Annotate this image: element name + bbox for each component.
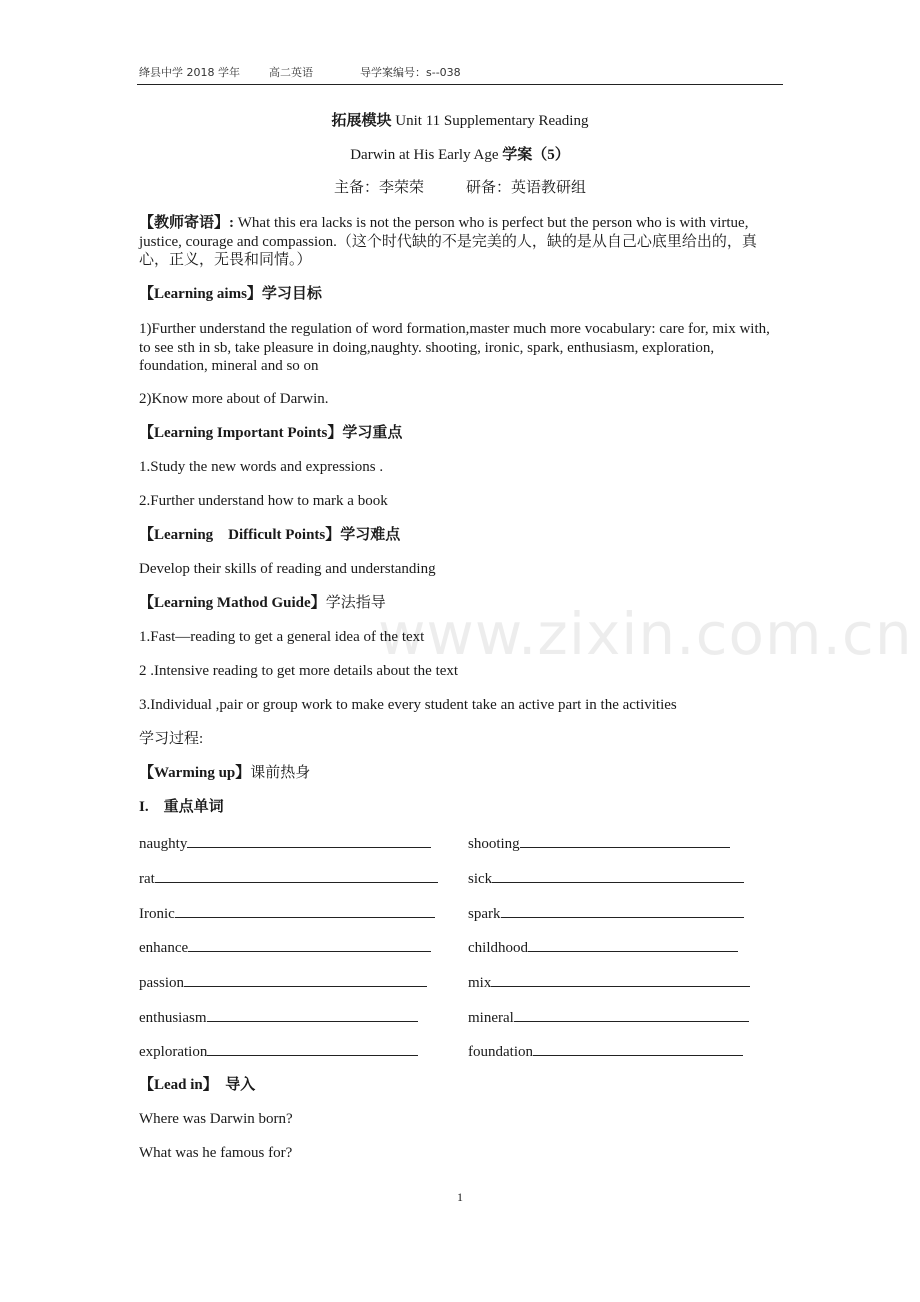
important-item-2: 2.Further understand how to mark a book bbox=[139, 493, 388, 509]
vocab-item bbox=[139, 868, 438, 889]
leadin-heading: 【Lead in】 导入 bbox=[139, 1077, 256, 1093]
vocab-word: sick bbox=[468, 871, 493, 887]
aims-item-2: 2)Know more about of Darwin. bbox=[139, 391, 329, 407]
header-code: 导学案编号：s--038 bbox=[360, 66, 461, 79]
answer-blank[interactable] bbox=[533, 1041, 743, 1056]
answer-blank[interactable] bbox=[520, 833, 730, 848]
vocab-item bbox=[139, 937, 431, 958]
warmup-heading-rest: 课前热身 bbox=[250, 765, 311, 781]
difficult-heading: 【Learning Difficult Points】学习难点 bbox=[139, 527, 401, 543]
answer-blank[interactable] bbox=[175, 903, 435, 918]
important-heading: 【Learning Important Points】学习重点 bbox=[139, 425, 403, 441]
title-line-2 bbox=[0, 146, 920, 165]
vocab-item bbox=[468, 903, 744, 924]
answer-blank[interactable] bbox=[501, 903, 744, 918]
vocab-item bbox=[468, 833, 730, 854]
answer-blank[interactable] bbox=[207, 1041, 418, 1056]
warmup-heading bbox=[139, 764, 310, 783]
title-module: 拓展模块 bbox=[331, 113, 392, 129]
warmup-heading-bold: 【Warming up】 bbox=[139, 765, 251, 781]
teacher-message-text: What this era lacks is not the person who is perfect but the person who is with virtue, justice, courage and compassion.（这个时代缺的不是完美的人，缺的是从自己心底里给出的，真心，正义，无畏和同情。） bbox=[139, 215, 757, 268]
aims-heading: 【Learning aims】学习目标 bbox=[139, 286, 322, 302]
title-unit: Unit 11 Supplementary Reading bbox=[391, 113, 589, 129]
title-plan-number: 学案（5） bbox=[502, 147, 570, 163]
leadin-question-1: Where was Darwin born? bbox=[139, 1111, 293, 1127]
vocab-heading: I. 重点单词 bbox=[139, 799, 224, 815]
vocab-word: enthusiasm bbox=[139, 1010, 207, 1026]
vocab-word: rat bbox=[139, 871, 155, 887]
watermark: www.zixin.com.cn bbox=[378, 600, 913, 668]
teacher-message-label: 【教师寄语】: bbox=[139, 215, 234, 231]
vocab-word: shooting bbox=[468, 836, 520, 852]
header-subject: 高二英语 bbox=[269, 66, 313, 79]
vocab-item bbox=[468, 1007, 749, 1028]
vocab-word: enhance bbox=[139, 940, 189, 956]
aims-item-1: 1)Further understand the regulation of word formation,master much more vocabulary: care for, mix with, to see sth in sb, take pleasure in doing,naughty. shooting, ironic, spark, enthusiasm, exploration, foundation, mineral and so on bbox=[139, 321, 770, 374]
vocab-item bbox=[139, 1041, 418, 1062]
page-number: 1 bbox=[457, 1190, 463, 1204]
vocab-word: mix bbox=[468, 975, 492, 991]
page-header bbox=[139, 64, 461, 80]
review-group: 研备：英语教研组 bbox=[466, 180, 587, 196]
method-item-1: 1.Fast—reading to get a general idea of the text bbox=[139, 629, 425, 645]
vocab-item bbox=[139, 1007, 418, 1028]
method-heading bbox=[139, 594, 386, 613]
vocab-word: Ironic bbox=[139, 906, 175, 922]
answer-blank[interactable] bbox=[528, 937, 738, 952]
vocab-item bbox=[468, 1041, 743, 1062]
vocab-word: childhood bbox=[468, 940, 528, 956]
title-authors bbox=[0, 179, 920, 198]
vocab-word: mineral bbox=[468, 1010, 514, 1026]
answer-blank[interactable] bbox=[184, 972, 427, 987]
vocab-word: passion bbox=[139, 975, 184, 991]
answer-blank[interactable] bbox=[514, 1007, 749, 1022]
teacher-message bbox=[139, 214, 785, 270]
important-item-1: 1.Study the new words and expressions . bbox=[139, 459, 384, 475]
answer-blank[interactable] bbox=[187, 833, 431, 848]
vocab-item bbox=[468, 972, 750, 993]
vocab-word: foundation bbox=[468, 1044, 533, 1060]
difficult-item-1: Develop their skills of reading and understanding bbox=[139, 561, 436, 577]
method-heading-bold: 【Learning Mathod Guide】 bbox=[139, 595, 326, 611]
vocab-item bbox=[139, 903, 435, 924]
header-school: 绛县中学 2018 学年 bbox=[139, 66, 240, 79]
main-author: 主备：李荣荣 bbox=[333, 180, 424, 196]
method-item-2: 2 .Intensive reading to get more details about the text bbox=[139, 663, 459, 679]
method-heading-rest: 学法指导 bbox=[325, 595, 386, 611]
title-line-1 bbox=[0, 112, 920, 131]
process-label: 学习过程: bbox=[139, 731, 204, 747]
vocab-item bbox=[468, 937, 738, 958]
vocab-item bbox=[139, 972, 427, 993]
title-topic: Darwin at His Early Age bbox=[350, 147, 503, 163]
answer-blank[interactable] bbox=[155, 868, 438, 883]
vocab-word: exploration bbox=[139, 1044, 208, 1060]
answer-blank[interactable] bbox=[492, 868, 744, 883]
answer-blank[interactable] bbox=[207, 1007, 418, 1022]
vocab-item bbox=[139, 833, 431, 854]
leadin-question-2: What was he famous for? bbox=[139, 1145, 293, 1161]
vocab-item bbox=[468, 868, 744, 889]
vocab-word: naughty bbox=[139, 836, 188, 852]
method-item-3: 3.Individual ,pair or group work to make every student take an active part in the activities bbox=[139, 697, 677, 713]
header-rule bbox=[137, 84, 783, 85]
answer-blank[interactable] bbox=[491, 972, 750, 987]
vocab-word: spark bbox=[468, 906, 501, 922]
answer-blank[interactable] bbox=[188, 937, 431, 952]
